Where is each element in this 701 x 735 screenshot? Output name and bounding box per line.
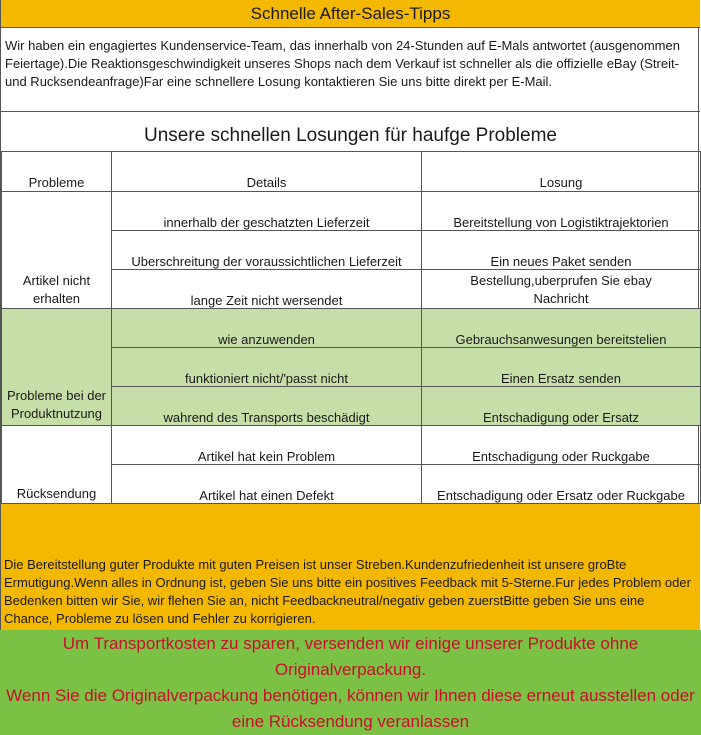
- table-row: [2, 309, 701, 348]
- table-row: [2, 426, 701, 465]
- table-row: [2, 192, 701, 231]
- detail-cell: Artikel hat kein Problem: [112, 426, 422, 465]
- solution-cell: Entschadigung oder Ersatz oder Ruckgabe: [422, 465, 701, 504]
- solution-cell: Entschadigung oder Ruckgabe: [422, 426, 701, 465]
- solution-cell: Gebrauchsanwesungen bereitstelien: [422, 309, 701, 348]
- solution-cell: Entschadigung oder Ersatz: [422, 387, 701, 426]
- solutions-table: [1, 151, 701, 504]
- feedback-text: Die Bereitstellung guter Produkte mit guten Preisen ist unser Streben.Kundenzufriedenheit ist unsere groBte Ermutigung.Wenn alles in Ordnung ist, geben Sie uns bitte ein positives Feedback mit 5-Sterne.Fur jedes Problem oder Bedenken bitten wir Sie, wir flehen Sie an, nicht Feedbackneutral/negativ geben zuerstBitte geben Sie uns eine Chance, Probleme zu lösen und Fehler zu korrigieren.: [4, 557, 691, 626]
- detail-cell: wahrend des Transports beschädigt: [112, 387, 422, 426]
- feedback-panel: [1, 503, 700, 630]
- column-header-solution: Losung: [422, 152, 701, 192]
- solution-cell: Ein neues Paket senden: [422, 231, 701, 270]
- detail-cell: Uberschreitung der voraussichtlichen Lieferzeit: [112, 231, 422, 270]
- detail-cell: funktioniert nicht/'passt nicht: [112, 348, 422, 387]
- column-header-problems: Probleme: [2, 152, 112, 192]
- page-title: Schnelle After-Sales-Tipps: [1, 0, 700, 28]
- detail-cell: lange Zeit nicht wersendet: [112, 270, 422, 309]
- solution-cell: Bestellung,uberprufen Sie ebay Nachricht: [422, 270, 701, 309]
- category-cell: Artikel nicht erhalten: [2, 192, 112, 309]
- solution-cell: Bereitstellung von Logistiktrajektorien: [422, 192, 701, 231]
- detail-cell: innerhalb der geschatzten Lieferzeit: [112, 192, 422, 231]
- solutions-heading: Unsere schnellen Losungen für haufge Probleme: [1, 112, 700, 152]
- solution-cell: Einen Ersatz senden: [422, 348, 701, 387]
- packaging-notice-line-2: Wenn Sie die Originalverpackung benötigen, können wir Ihnen diese erneut ausstellen oder eine Rücksendung veranlassen: [6, 686, 695, 731]
- detail-cell: Artikel hat einen Defekt: [112, 465, 422, 504]
- column-header-details: Details: [112, 152, 422, 192]
- category-cell: Rücksendung: [2, 426, 112, 504]
- intro-paragraph: Wir haben ein engagiertes Kundenservice-Team, das innerhalb von 24-Stunden auf E-Mals antwortet (ausgenommen Feiertage).Die Reaktionsgeschwindigkeit unseres Shops nach dem Verkauf ist schneller als die offizielle eBay (Streit- und Rucksendeanfrage)Far eine schnellere Losung kontaktieren Sie uns bitte direkt per E-Mail.: [1, 28, 700, 112]
- category-cell: Probleme bei der Produktnutzung: [2, 309, 112, 426]
- packaging-notice-line-1: Um Transportkosten zu sparen, versenden wir einige unserer Produkte ohne Originalverpackung.: [62, 634, 639, 679]
- detail-cell: wie anzuwenden: [112, 309, 422, 348]
- packaging-notice: [0, 630, 701, 735]
